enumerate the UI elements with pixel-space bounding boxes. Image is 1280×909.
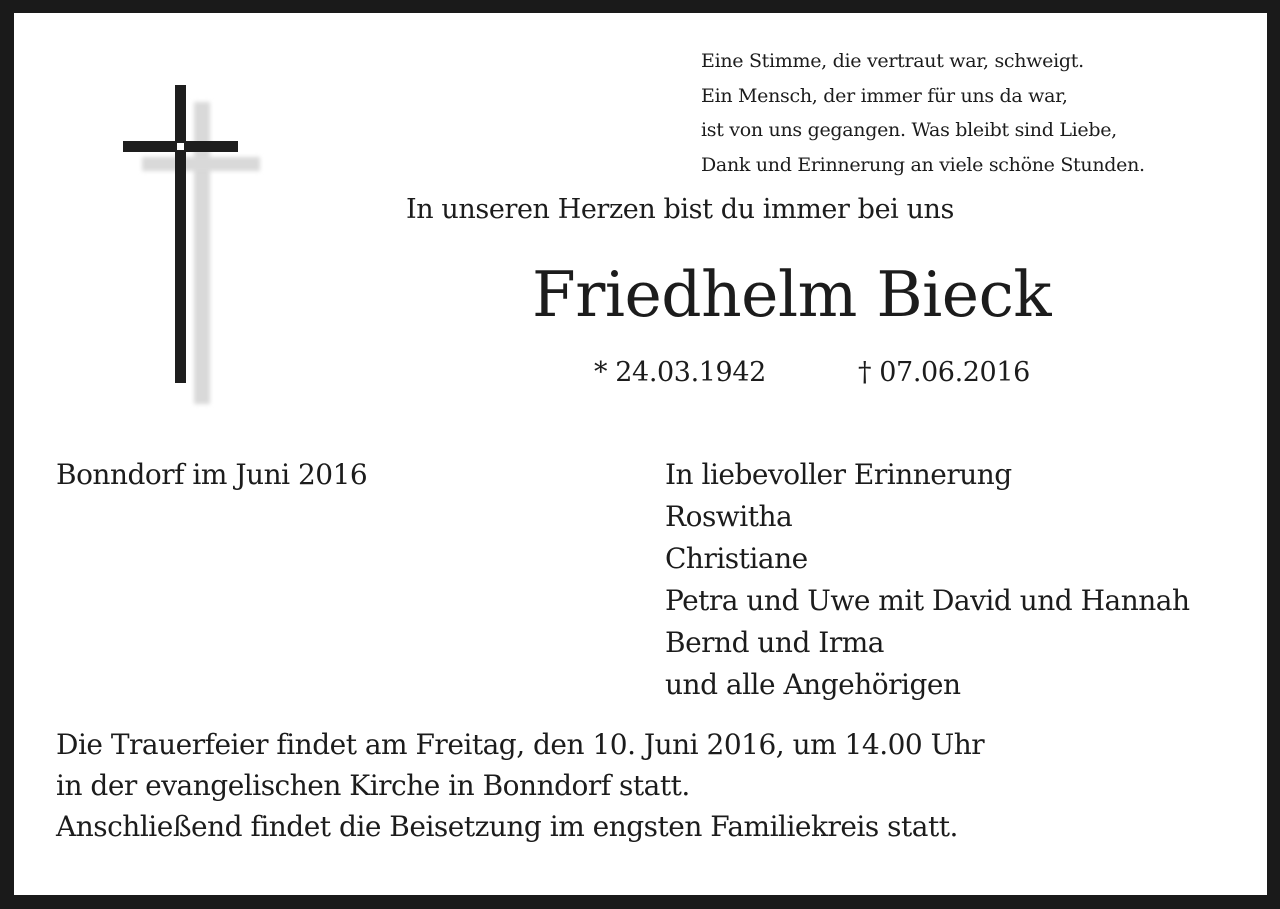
cross-vertical-bar [175, 85, 186, 383]
cross-center-highlight [177, 143, 184, 150]
funeral-notice-line: Die Trauerfeier findet am Freitag, den 10. Juni 2016, um 14.00 Uhr [56, 728, 985, 761]
mourners-list [665, 454, 1190, 706]
funeral-notice [56, 724, 984, 847]
mourner-name: Petra und Uwe mit David und Hannah [665, 584, 1190, 617]
deceased-name: Friedhelm Bieck [532, 258, 1052, 331]
mourner-name: Christiane [665, 542, 808, 575]
poem-line: Ein Mensch, der immer für uns da war, [701, 84, 1068, 107]
funeral-notice-line: in der evangelischen Kirche in Bonndorf statt. [56, 769, 690, 802]
mourners-heading: In liebevoller Erinnerung [665, 458, 1012, 491]
poem-line: Eine Stimme, die vertraut war, schweigt. [701, 50, 1084, 72]
cross-shadow-horizontal [142, 157, 260, 171]
poem [701, 44, 1145, 182]
dedication-line: In unseren Herzen bist du immer bei uns [406, 194, 954, 225]
mourner-name: Roswitha [665, 500, 793, 533]
mourner-name: Bernd und Irma [665, 626, 884, 659]
poem-line: ist von uns gegangen. Was bleibt sind Liebe, [701, 119, 1117, 141]
place-and-date: Bonndorf im Juni 2016 [56, 458, 368, 491]
birth-date: * 24.03.1942 [594, 357, 766, 388]
mourner-name: und alle Angehörigen [665, 668, 961, 701]
poem-line: Dank und Erinnerung an viele schöne Stunden. [701, 153, 1145, 176]
death-date: † 07.06.2016 [858, 357, 1030, 388]
funeral-notice-line: Anschließend findet die Beisetzung im engsten Familiekreis statt. [56, 810, 958, 843]
